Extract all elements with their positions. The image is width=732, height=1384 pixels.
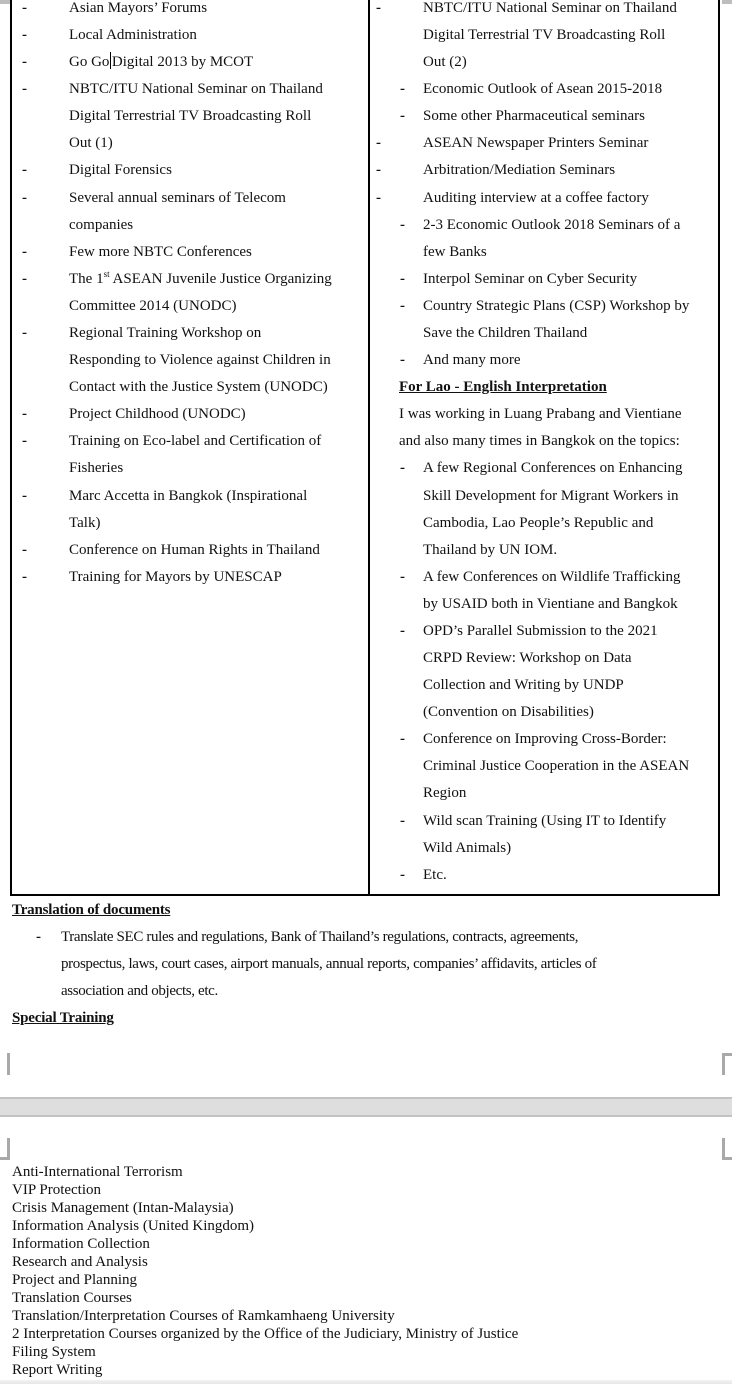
- special-training-heading: Special Training: [12, 1010, 114, 1026]
- list-item: Auditing interview at a coffee factory: [423, 190, 649, 206]
- list-item-continued: Cambodia, Lao People’s Republic and: [423, 515, 654, 531]
- list-item-continued: Contact with the Justice System (UNODC): [69, 379, 328, 395]
- list-item[interactable]: [69, 49, 253, 76]
- list-item: And many more: [423, 352, 521, 368]
- training-item: Information Analysis (United Kingdom): [12, 1218, 255, 1234]
- bullet-dash: -: [22, 0, 27, 16]
- list-item-continued: Talk): [69, 515, 101, 531]
- bullet-dash: -: [376, 162, 381, 178]
- training-item: Project and Planning: [12, 1272, 137, 1288]
- bullet-dash: -: [22, 190, 27, 206]
- list-item: 2-3 Economic Outlook 2018 Seminars of a: [423, 217, 681, 233]
- list-item: Few more NBTC Conferences: [69, 244, 252, 260]
- column-divider: [368, 0, 370, 894]
- list-item-text: ASEAN Juvenile Justice Organizing: [109, 271, 332, 287]
- list-item-continued: Digital Terrestrial TV Broadcasting Roll: [423, 27, 666, 43]
- bullet-dash: -: [400, 569, 405, 585]
- translation-text: [61, 924, 721, 1005]
- bullet-dash: -: [22, 244, 27, 260]
- list-item-continued: Region: [423, 785, 467, 801]
- list-item: Several annual seminars of Telecom: [69, 190, 286, 206]
- list-item: [69, 266, 332, 293]
- training-item: Information Collection: [12, 1236, 150, 1252]
- training-item: Translation/Interpretation Courses of Ramkamhaeng University: [12, 1308, 395, 1324]
- list-item-continued: CRPD Review: Workshop on Data: [423, 650, 632, 666]
- list-item: ASEAN Newspaper Printers Seminar: [423, 135, 649, 151]
- lao-intro-text: and also many times in Bangkok on the topics:: [399, 433, 680, 449]
- list-item-continued: companies: [69, 217, 134, 233]
- bullet-dash: -: [400, 460, 405, 476]
- list-item-continued: Out (2): [423, 54, 467, 70]
- list-item-continued: Responding to Violence against Children in: [69, 352, 331, 368]
- list-item: Regional Training Workshop on: [69, 325, 262, 341]
- list-item: Conference on Human Rights in Thailand: [69, 542, 320, 558]
- list-item-text: Digital 2013 by MCOT: [111, 54, 254, 70]
- list-item-continued: Thailand by UN IOM.: [423, 542, 558, 558]
- list-item: Marc Accetta in Bangkok (Inspirational: [69, 488, 308, 504]
- bullet-dash: -: [22, 542, 27, 558]
- page-corner-marker: [722, 1138, 732, 1160]
- bullet-dash: -: [400, 271, 405, 287]
- translation-heading: Translation of documents: [12, 902, 171, 918]
- list-item-continued: Save the Children Thailand: [423, 325, 588, 341]
- page-break-gap: [0, 1097, 732, 1117]
- list-item: A few Conferences on Wildlife Trafficking: [423, 569, 681, 585]
- list-item: Local Administration: [69, 27, 197, 43]
- bullet-dash: -: [22, 569, 27, 585]
- training-item: Anti-International Terrorism: [12, 1164, 183, 1180]
- page-corner-marker: [0, 1053, 10, 1075]
- list-item-continued: Skill Development for Migrant Workers in: [423, 488, 679, 504]
- list-item-continued: Digital Terrestrial TV Broadcasting Roll: [69, 108, 312, 124]
- bullet-dash: -: [376, 190, 381, 206]
- page-corner-marker: [0, 1138, 10, 1160]
- training-item: Filing System: [12, 1344, 96, 1360]
- bullet-dash: -: [376, 0, 381, 16]
- bullet-dash: -: [36, 929, 41, 945]
- bullet-dash: -: [22, 81, 27, 97]
- list-item: Country Strategic Plans (CSP) Workshop by: [423, 298, 690, 314]
- page-corner-marker: [722, 1053, 732, 1075]
- list-item: NBTC/ITU National Seminar on Thailand: [69, 81, 323, 97]
- bullet-dash: -: [400, 352, 405, 368]
- bullet-dash: -: [400, 298, 405, 314]
- bullet-dash: -: [400, 81, 405, 97]
- list-item: Wild scan Training (Using IT to Identify: [423, 813, 667, 829]
- list-item: Digital Forensics: [69, 162, 172, 178]
- list-item: Asian Mayors’ Forums: [69, 0, 208, 16]
- list-item-continued: Collection and Writing by UNDP: [423, 677, 624, 693]
- list-item: Arbitration/Mediation Seminars: [423, 162, 616, 178]
- list-item-continued: Fisheries: [69, 460, 124, 476]
- lao-interpretation-heading: For Lao - English Interpretation: [399, 379, 607, 395]
- bottom-edge: [0, 1380, 732, 1384]
- bullet-dash: -: [22, 162, 27, 178]
- experience-table: [10, 0, 720, 896]
- bullet-dash: -: [22, 27, 27, 43]
- bullet-dash: -: [400, 108, 405, 124]
- list-item-text: Go Go: [69, 54, 110, 70]
- training-item: Report Writing: [12, 1362, 103, 1378]
- list-item: Project Childhood (UNODC): [69, 406, 246, 422]
- list-item: Economic Outlook of Asean 2015-2018: [423, 81, 663, 97]
- training-item: 2 Interpretation Courses organized by the Office of the Judiciary, Ministry of Justice: [12, 1326, 519, 1342]
- list-item: Training on Eco-label and Certification of: [69, 433, 322, 449]
- list-item-continued: Out (1): [69, 135, 113, 151]
- bullet-dash: -: [400, 867, 405, 883]
- list-item-continued: Criminal Justice Cooperation in the ASEAN: [423, 758, 690, 774]
- list-item: A few Regional Conferences on Enhancing: [423, 460, 683, 476]
- list-item: Interpol Seminar on Cyber Security: [423, 271, 638, 287]
- list-item-continued: Wild Animals): [423, 840, 512, 856]
- lao-intro-text: I was working in Luang Prabang and Vientiane: [399, 406, 682, 422]
- list-item-continued: by USAID both in Vientiane and Bangkok: [423, 596, 678, 612]
- training-item: VIP Protection: [12, 1182, 102, 1198]
- bullet-dash: -: [400, 623, 405, 639]
- bullet-dash: -: [22, 488, 27, 504]
- list-item: Training for Mayors by UNESCAP: [69, 569, 282, 585]
- list-item: NBTC/ITU National Seminar on Thailand: [423, 0, 677, 16]
- list-item-continued: Committee 2014 (UNODC): [69, 298, 237, 314]
- page-top-marker: [0, 0, 10, 4]
- bullet-dash: -: [22, 271, 27, 287]
- bullet-dash: -: [400, 731, 405, 747]
- translation-line: association and objects, etc.: [61, 983, 218, 999]
- special-training-list: [12, 1163, 518, 1379]
- training-item: Crisis Management (Intan-Malaysia): [12, 1200, 234, 1216]
- list-item-continued: few Banks: [423, 244, 487, 260]
- bullet-dash: -: [400, 217, 405, 233]
- bullet-dash: -: [376, 135, 381, 151]
- list-item: Conference on Improving Cross-Border:: [423, 731, 667, 747]
- translation-line: Translate SEC rules and regulations, Bank of Thailand’s regulations, contracts, agreements,: [61, 929, 579, 945]
- list-item: Etc.: [423, 867, 447, 883]
- page-top-marker: [722, 0, 732, 4]
- translation-line: prospectus, laws, court cases, airport manuals, annual reports, companies’ affidavits, articles of: [61, 956, 597, 972]
- bullet-dash: -: [400, 813, 405, 829]
- list-item-continued: (Convention on Disabilities): [423, 704, 594, 720]
- list-item-text: The 1: [69, 271, 104, 287]
- ordinal-superscript: st: [103, 269, 110, 279]
- bullet-dash: -: [22, 433, 27, 449]
- list-item: Some other Pharmaceutical seminars: [423, 108, 646, 124]
- bullet-dash: -: [22, 325, 27, 341]
- training-item: Research and Analysis: [12, 1254, 148, 1270]
- list-item: OPD’s Parallel Submission to the 2021: [423, 623, 658, 639]
- training-item: Translation Courses: [12, 1290, 132, 1306]
- bullet-dash: -: [22, 406, 27, 422]
- bullet-dash: -: [22, 54, 27, 70]
